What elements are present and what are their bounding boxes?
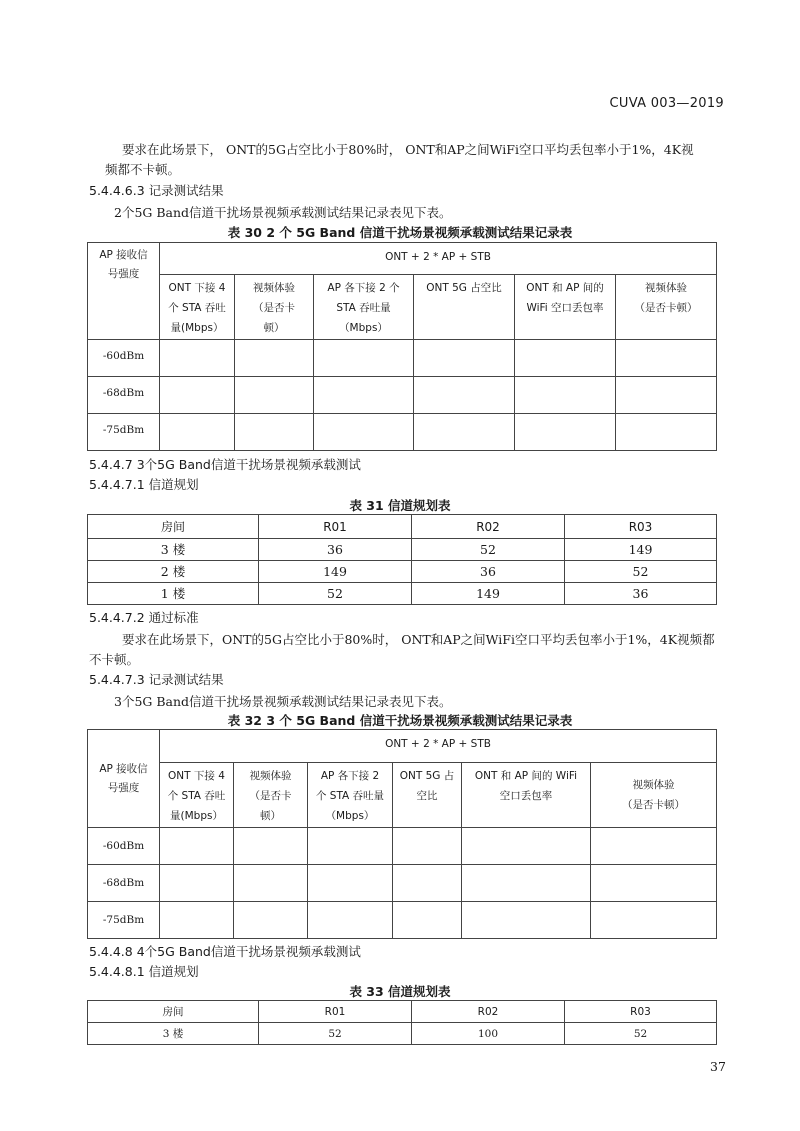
table-cell (515, 377, 616, 414)
row-header-line: AP 接收信 (99, 249, 148, 261)
table-cell (515, 414, 616, 451)
table-cell (160, 828, 234, 865)
col-header-line: STA 吞吐量 (336, 302, 391, 314)
table-cell (160, 865, 234, 902)
table-cell (462, 865, 591, 902)
paragraph-table30-intro: 2个5G Band信道干扰场景视频承载测试结果记录表见下表。 (114, 205, 452, 220)
section-heading-5-4-4-6-3: 5.4.4.6.3 记录测试结果 (89, 183, 224, 198)
table-cell (414, 340, 515, 377)
table-cell (314, 340, 414, 377)
table-cell (616, 414, 717, 451)
table-row (88, 539, 717, 561)
row-header-line: AP 接收信 (99, 762, 148, 775)
table-cell (616, 340, 717, 377)
signal-strength-cell: -60dBm (88, 828, 160, 865)
table-cell (393, 865, 462, 902)
col-header-line: AP 各下接 2 (320, 770, 380, 782)
channel-cell: 36 (565, 583, 717, 605)
table-row (88, 1023, 717, 1045)
section-heading-5-4-4-7-3: 5.4.4.7.3 记录测试结果 (89, 672, 224, 687)
column-header: R02 (412, 1001, 565, 1023)
col-header-line: 量(Mbps） (170, 810, 223, 822)
col-header-line: 个 STA 吞吐 (167, 790, 226, 802)
table-cell (591, 828, 717, 865)
table32-caption: 表 32 3 个 5G Band 信道干扰场景视频承载测试结果记录表 (227, 713, 573, 728)
channel-cell: 36 (412, 561, 565, 583)
table30-group-header: ONT + 2 * AP + STB (160, 243, 717, 275)
channel-cell: 52 (259, 583, 412, 605)
table-cell (235, 377, 314, 414)
column-header: R01 (259, 515, 412, 539)
channel-cell: 149 (565, 539, 717, 561)
table-row (88, 340, 717, 377)
section-heading-5-4-4-7-2: 5.4.4.7.2 通过标准 (89, 610, 199, 625)
table30-col-ap-sta-throughput (314, 275, 414, 340)
table-header-row (88, 515, 717, 539)
table32 (87, 729, 717, 939)
table-row (88, 902, 717, 939)
signal-strength-cell: -75dBm (88, 414, 160, 451)
table-cell (414, 377, 515, 414)
channel-cell: 52 (565, 1023, 717, 1045)
table-cell (515, 340, 616, 377)
table30-col-wifi-packet-loss (515, 275, 616, 340)
table32-col-ap-sta-throughput (308, 763, 393, 828)
channel-cell: 52 (565, 561, 717, 583)
table30-caption: 表 30 2 个 5G Band 信道干扰场景视频承载测试结果记录表 (227, 225, 573, 240)
channel-cell: 52 (412, 539, 565, 561)
signal-strength-cell: -68dBm (88, 377, 160, 414)
col-header-line: WiFi 空口丢包率 (526, 302, 604, 314)
col-header-line: 空比 (416, 790, 438, 802)
table-cell (591, 902, 717, 939)
table-cell (308, 828, 393, 865)
table-cell (160, 340, 235, 377)
col-header-line: （是否卡 (249, 790, 292, 802)
channel-cell: 149 (259, 561, 412, 583)
col-header-line: （是否卡顿） (622, 799, 685, 811)
channel-cell: 36 (259, 539, 412, 561)
signal-strength-cell: -75dBm (88, 902, 160, 939)
column-header: R01 (259, 1001, 412, 1023)
table31-caption: 表 31 信道规划表 (349, 498, 451, 513)
table32-col-ont-5g-utilization (393, 763, 462, 828)
table-cell (414, 414, 515, 451)
table-row (88, 561, 717, 583)
col-header-line: ONT 下接 4 (168, 282, 226, 294)
col-header-line: 个 STA 吞吐量 (315, 790, 385, 802)
table30-col-ont-sta-throughput (160, 275, 235, 340)
section-heading-5-4-4-7: 5.4.4.7 3个5G Band信道干扰场景视频承载测试 (89, 457, 361, 472)
table-cell (308, 865, 393, 902)
row-header-line: 号强度 (107, 268, 140, 280)
paragraph-pass-criteria-2-line1: 要求在此场景下，ONT的5G占空比小于80%时， ONT和AP之间WiFi空口平均丢包率小于1%，4K视频都 (122, 632, 715, 647)
table-cell (234, 902, 308, 939)
table-cell (314, 414, 414, 451)
channel-cell: 52 (259, 1023, 412, 1045)
table-cell (235, 340, 314, 377)
signal-strength-cell: -68dBm (88, 865, 160, 902)
col-header-line: 量(Mbps） (170, 322, 224, 334)
column-header: R03 (565, 1001, 717, 1023)
table-row (88, 583, 717, 605)
channel-cell: 149 (412, 583, 565, 605)
table-cell (393, 902, 462, 939)
document-id: CUVA 003—2019 (609, 96, 724, 111)
col-header-line: AP 各下接 2 个 (327, 282, 400, 294)
col-header-line: ONT 和 AP 间的 (526, 282, 604, 294)
paragraph-table32-intro: 3个5G Band信道干扰场景视频承载测试结果记录表见下表。 (114, 694, 452, 709)
col-header-line: ONT 下接 4 (168, 770, 225, 782)
paragraph-pass-criteria-line2: 频都不卡顿。 (105, 162, 181, 177)
col-header-line: 视频体验 (645, 282, 687, 294)
table33-caption: 表 33 信道规划表 (349, 984, 451, 999)
column-header: 房间 (88, 515, 259, 539)
table33 (87, 1000, 717, 1045)
paragraph-pass-criteria-line1: 要求在此场景下， ONT的5G占空比小于80%时， ONT和AP之间WiFi空口平均丢包率小于1%，4K视 (122, 142, 694, 157)
table-cell (314, 377, 414, 414)
table30-col-ont-5g-utilization (414, 275, 515, 340)
section-heading-5-4-4-8-1: 5.4.4.8.1 信道规划 (89, 964, 199, 979)
floor-cell: 3 楼 (88, 1023, 259, 1045)
table32-row-header (88, 730, 160, 828)
table32-group-header: ONT + 2 * AP + STB (160, 730, 717, 763)
col-header-line: （是否卡顿） (634, 302, 698, 314)
table-cell (235, 414, 314, 451)
column-header: 房间 (88, 1001, 259, 1023)
column-header: R02 (412, 515, 565, 539)
table-header-row (88, 1001, 717, 1023)
table30-col-video-experience-2 (616, 275, 717, 340)
page-number: 37 (710, 1059, 726, 1074)
table30 (87, 242, 717, 451)
channel-cell: 100 (412, 1023, 565, 1045)
col-header-line: 视频体验 (253, 282, 295, 294)
table-cell (160, 377, 235, 414)
col-header-line: 视频体验 (632, 779, 675, 791)
row-header-line: 号强度 (107, 781, 140, 794)
table-cell (160, 902, 234, 939)
table-cell (234, 828, 308, 865)
column-header: R03 (565, 515, 717, 539)
col-header-line: 个 STA 吞吐 (168, 302, 226, 314)
table32-col-video-experience-2 (591, 763, 717, 828)
table-row (88, 865, 717, 902)
col-header-line: （是否卡 (253, 302, 295, 314)
col-header-line: 视频体验 (249, 770, 292, 782)
table32-col-video-experience-1 (234, 763, 308, 828)
floor-cell: 2 楼 (88, 561, 259, 583)
floor-cell: 1 楼 (88, 583, 259, 605)
col-header-line: 顿） (263, 322, 285, 334)
table30-col-video-experience-1 (235, 275, 314, 340)
table-row (88, 377, 717, 414)
table32-col-wifi-packet-loss (462, 763, 591, 828)
table-cell (160, 414, 235, 451)
col-header-line: （Mbps） (339, 322, 388, 334)
table30-row-header (88, 243, 160, 340)
col-header-line: ONT 和 AP 间的 WiFi (474, 770, 578, 782)
table-cell (308, 902, 393, 939)
paragraph-pass-criteria-2-line2: 不卡顿。 (89, 652, 140, 667)
col-header-line: ONT 5G 占 (399, 770, 455, 782)
table-cell (234, 865, 308, 902)
col-header-line: （Mbps） (325, 810, 375, 822)
col-header-line: 空口丢包率 (499, 790, 553, 802)
table-cell (462, 828, 591, 865)
col-header-line: 顿） (260, 810, 281, 822)
table31 (87, 514, 717, 605)
col-header-line: ONT 5G 占空比 (426, 282, 502, 294)
table-cell (616, 377, 717, 414)
section-heading-5-4-4-8: 5.4.4.8 4个5G Band信道干扰场景视频承载测试 (89, 944, 361, 959)
floor-cell: 3 楼 (88, 539, 259, 561)
table-cell (393, 828, 462, 865)
table-row (88, 414, 717, 451)
table-row (88, 828, 717, 865)
table32-col-ont-sta-throughput (160, 763, 234, 828)
section-heading-5-4-4-7-1: 5.4.4.7.1 信道规划 (89, 477, 199, 492)
signal-strength-cell: -60dBm (88, 340, 160, 377)
table-cell (462, 902, 591, 939)
table-cell (591, 865, 717, 902)
